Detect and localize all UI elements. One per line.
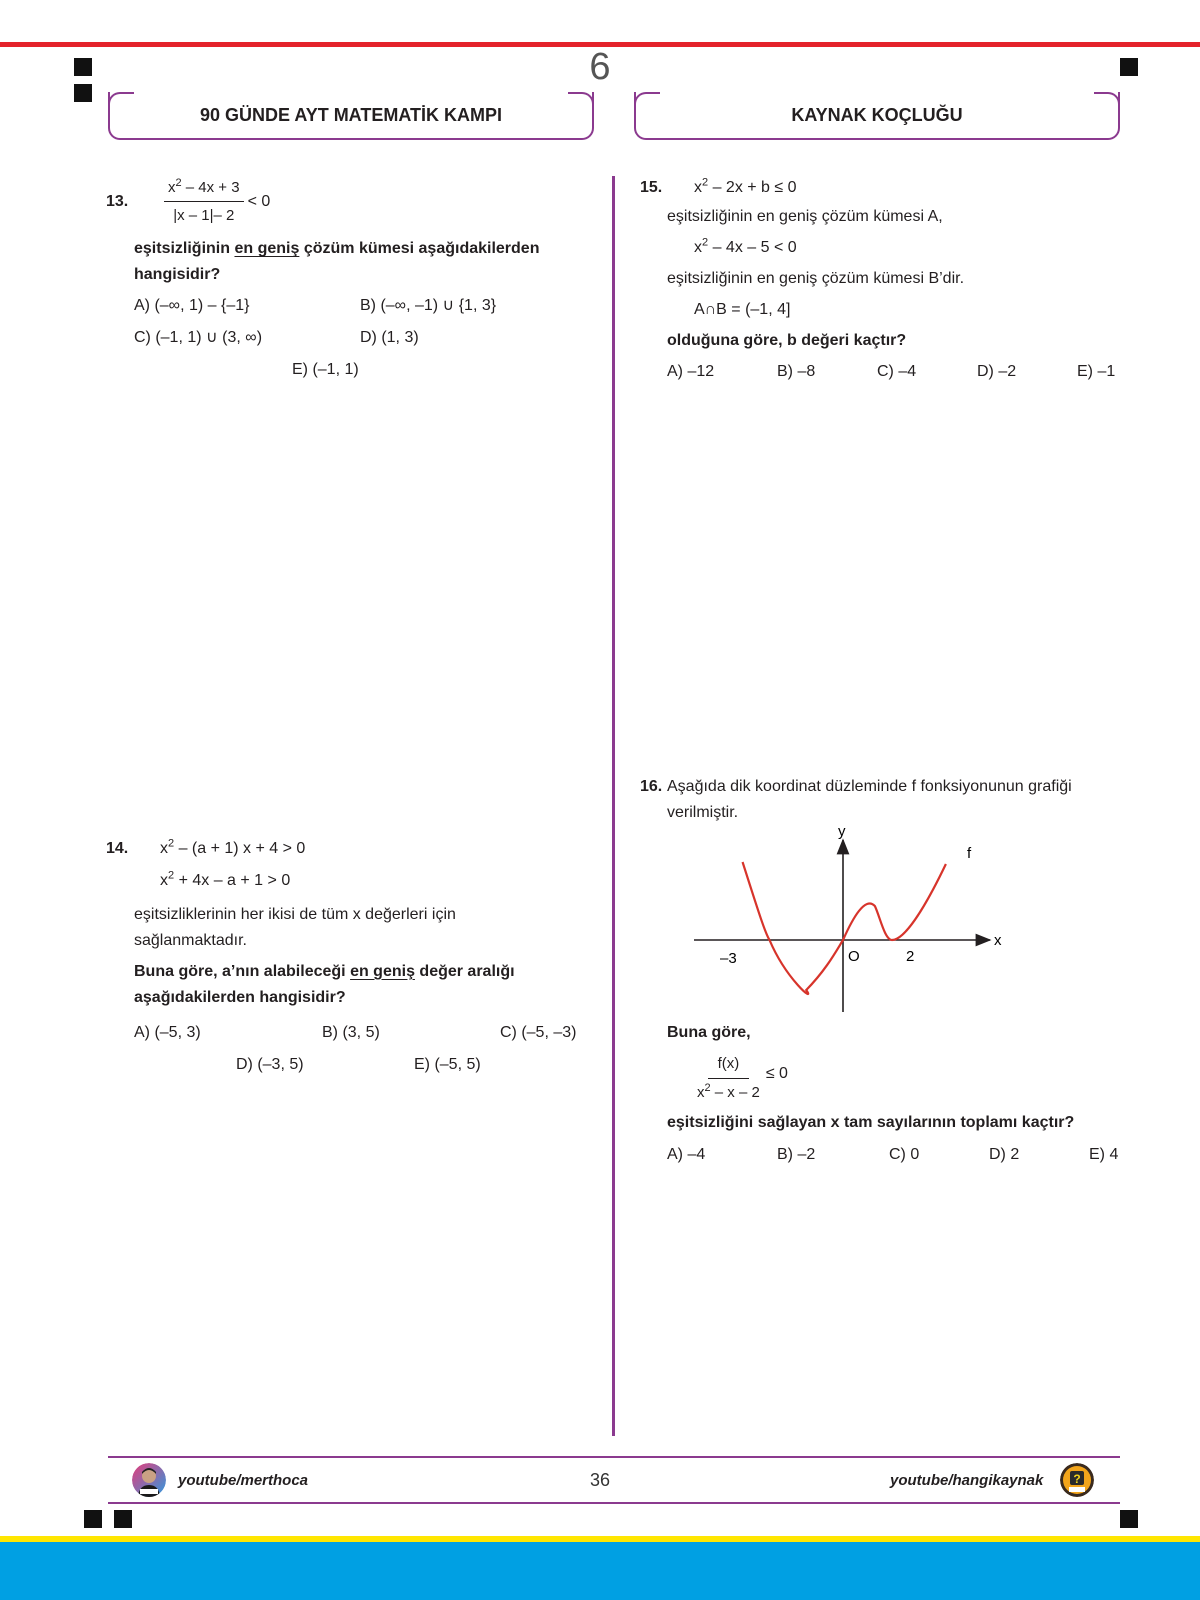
- x-axis-label: x: [994, 932, 1002, 949]
- option-b[interactable]: B) –8: [777, 363, 816, 380]
- question-text: eşitsizliklerinin her ikisi de tüm x değerleri için sağlanmaktadır.: [134, 906, 456, 950]
- footer-top-line: [108, 1456, 1120, 1458]
- question-text: eşitsizliğinin en geniş çözüm kümesi A,: [667, 208, 943, 225]
- question-text: Aşağıda dik koordinat düzleminde f fonksiyonunun grafiği verilmiştir.: [667, 778, 1072, 822]
- option-c[interactable]: C) 0: [889, 1146, 920, 1163]
- question-16: [640, 774, 1140, 827]
- tick-label-neg3: –3: [720, 950, 737, 967]
- fraction-denominator: |x – 1|– 2: [173, 207, 235, 224]
- inequality-system: $x^2 - (a + 1) x + 4 > 0$ $x^2 + 4x - a + 1 > 0$: [160, 837, 306, 889]
- tick-label-2: 2: [906, 948, 915, 965]
- option-d[interactable]: D) (–3, 5): [236, 1055, 304, 1073]
- question-13: [106, 177, 596, 393]
- header-left-title: [108, 92, 594, 140]
- function-curve: [743, 862, 946, 994]
- option-b[interactable]: B) (3, 5): [322, 1023, 380, 1041]
- answer-options: [134, 1020, 596, 1090]
- intersection-statement: A∩B = (–1, 4]: [694, 301, 791, 318]
- answer-options: [667, 359, 1130, 389]
- option-a[interactable]: A) (–5, 3): [134, 1023, 201, 1041]
- fraction-numerator: f(x): [708, 1052, 750, 1079]
- rational-inequality: [693, 1050, 1147, 1106]
- avatar-hangikaynak-icon: [1060, 1463, 1094, 1497]
- question-prompt-intro: Buna göre,: [667, 1024, 751, 1041]
- origin-label: O: [848, 948, 860, 965]
- footer-page-number: 36: [589, 1470, 611, 1490]
- question-prompt: olduğuna göre, b değeri kaçtır?: [667, 332, 907, 349]
- header-right-text: KAYNAK KOÇLUĞU: [791, 104, 963, 125]
- question-number: 13.: [106, 193, 129, 211]
- question-15: [640, 172, 1130, 389]
- answer-options: [667, 1142, 1147, 1172]
- option-e[interactable]: E) 4: [1089, 1146, 1119, 1163]
- option-e[interactable]: E) (–1, 1): [292, 361, 359, 379]
- option-b[interactable]: B) –2: [777, 1146, 816, 1163]
- header-right-title: [634, 92, 1120, 140]
- column-divider: [612, 176, 615, 1436]
- option-e[interactable]: E) (–5, 5): [414, 1055, 481, 1073]
- option-d[interactable]: D) 2: [989, 1146, 1020, 1163]
- inequality-2: $x^2 - 4x - 5 < 0$: [694, 236, 797, 256]
- option-b[interactable]: B) (–∞, –1) ∪ {1, 3}: [360, 297, 497, 315]
- question-prompt: eşitsizliğinin en geniş çözüm kümesi aşağıdakilerden hangisidir?: [134, 240, 540, 283]
- answer-options: [134, 293, 596, 393]
- function-graph: [680, 826, 1020, 1016]
- question-prompt: Buna göre, a’nın alabileceği en geniş değer aralığı aşağıdakilerden hangisidir?: [134, 962, 515, 1007]
- bottom-band-blue: [0, 1542, 1200, 1600]
- option-c[interactable]: C) (–5, –3): [500, 1023, 577, 1041]
- question-prompt: eşitsizliğini sağlayan x tam sayılarının toplamı kaçtır?: [667, 1114, 1075, 1131]
- function-label: f: [967, 845, 972, 862]
- question-14: [106, 836, 596, 1090]
- option-c[interactable]: C) –4: [877, 363, 917, 380]
- page-marker: 6: [589, 46, 611, 88]
- question-number: 14.: [106, 840, 129, 857]
- inequality-1: $x^2 - 2x + b \le 0$: [694, 176, 797, 197]
- option-e[interactable]: E) –1: [1077, 363, 1116, 380]
- question-text: eşitsizliğinin en geniş çözüm kümesi B’dir.: [667, 270, 965, 287]
- question-number: 16.: [640, 778, 663, 795]
- question-number: 15.: [640, 179, 663, 197]
- option-a[interactable]: A) –4: [667, 1146, 706, 1163]
- option-a[interactable]: A) (–∞, 1) – {–1}: [134, 297, 250, 315]
- option-c[interactable]: C) (–1, 1) ∪ (3, ∞): [134, 329, 263, 347]
- fraction-denominator: $x^2$ – x – 2: [697, 1081, 760, 1101]
- option-d[interactable]: D) (1, 3): [360, 329, 419, 347]
- footer-link-left[interactable]: youtube/merthoca: [178, 1472, 309, 1489]
- corner-square-marker: [84, 1510, 102, 1528]
- y-axis-label: y: [838, 826, 846, 840]
- footer-bottom-line: [108, 1502, 1120, 1504]
- corner-square-marker: [1120, 1510, 1138, 1528]
- fraction-expression: $\frac{x^2 - 4x + 3}{|x - 1|- 2}$: [164, 176, 244, 228]
- inequality-relation: ≤ 0: [765, 1065, 788, 1083]
- footer-link-right[interactable]: youtube/hangikaynak: [890, 1472, 1044, 1489]
- header-left-text: 90 GÜNDE AYT MATEMATİK KAMPI: [199, 104, 503, 125]
- svg-text:?: ?: [1073, 1472, 1081, 1486]
- option-a[interactable]: A) –12: [667, 363, 715, 380]
- option-d[interactable]: D) –2: [977, 363, 1017, 380]
- corner-square-marker: [114, 1510, 132, 1528]
- inequality-relation: < 0: [247, 193, 271, 211]
- question-16-continued: [667, 1020, 1147, 1172]
